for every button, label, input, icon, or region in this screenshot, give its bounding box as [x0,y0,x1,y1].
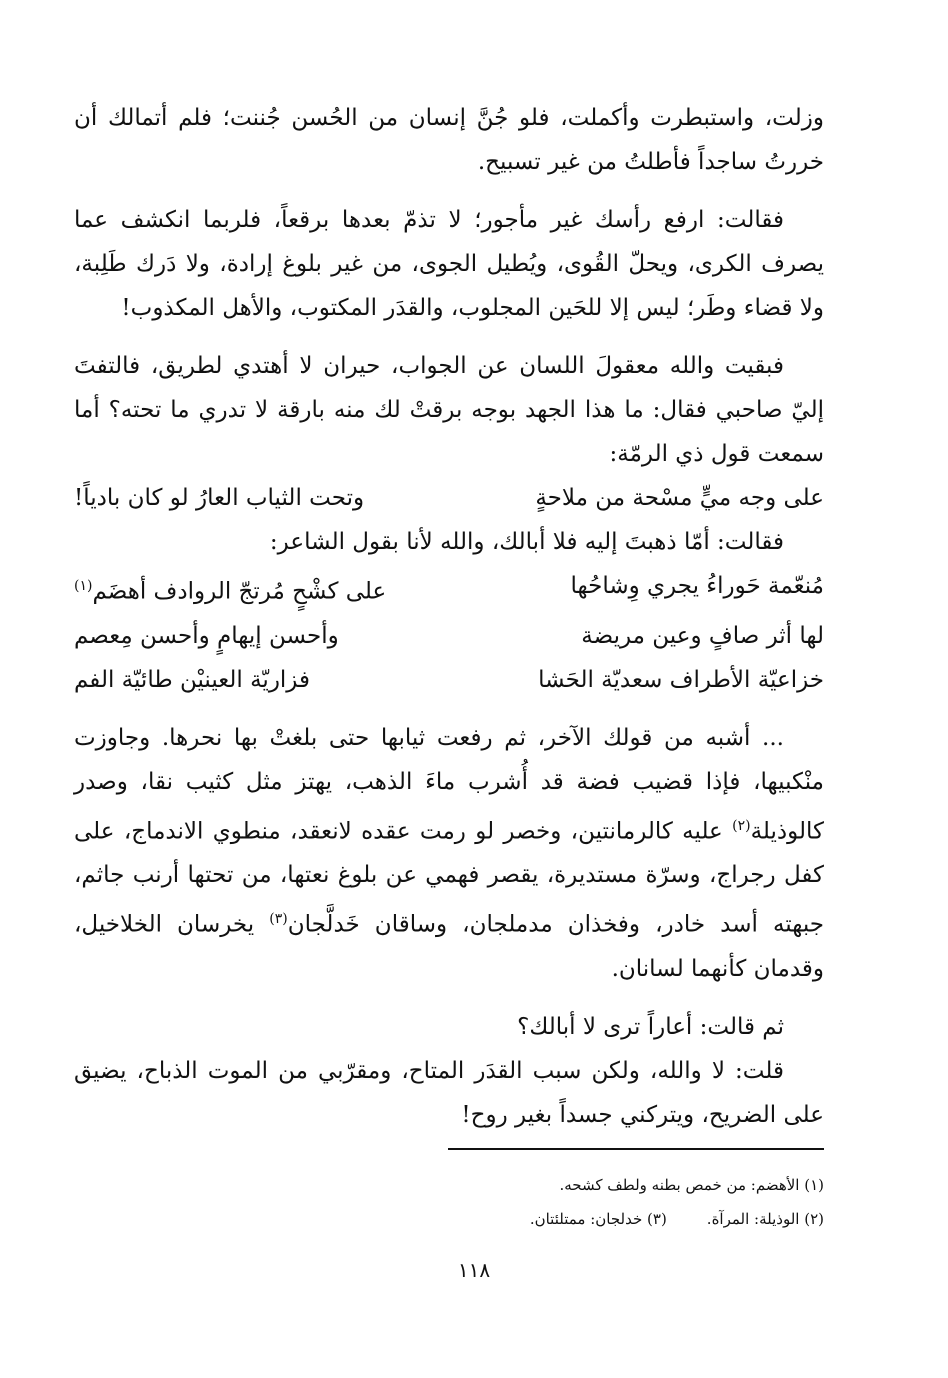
poem-line-2-first: لها أثر صافٍ وعين مريضة [581,622,824,649]
poem-line-3-first: خزاعيّة الأطراف سعديّة الحَشا [538,666,824,693]
poem-line-2-second: وأحسن إيهامٍ وأحسن مِعصم [74,622,339,649]
paragraph-5-part-b: عليه كالرمانتين، وخصر لو رمت عقده لانعقد، منطوي الاندماج، على كفل رجراج، وسرّة مستديرة، يقصر فهمي عن بلوغ نعتها، من تحتها أرنب جاثم، جبهته أسد خادر، وفخذان مدملجان، وساقان خَدلَّجان [74,818,824,938]
poem-block [74,564,824,702]
footnote-3: (٣) خدلجان: ممتلئتان. [529,1210,667,1228]
paragraph-5 [74,716,824,991]
paragraph-4: فقالت: أمّا ذهبتَ إليه فلا أبالك، والله لأنا بقول الشاعر: [269,529,784,555]
paragraph-7: قلت: لا والله، ولكن سبب القدَر المتاح، ومقرّبي من الموت الذباح، يضيق على الضريح، ويتركني جسداً بغير روح! [74,1057,824,1128]
poem-line-1-second [74,564,434,614]
footnote-divider [448,1148,824,1150]
footnote-2: (٢) الوذيلة: المرآة. [706,1210,824,1228]
footnote-ref-1: (١) [74,578,93,594]
footnote-1: (١) الأهضم: من خمص بطنه ولطف كشحه. [559,1176,824,1194]
verse-first-hemistich: على وجه ميٍّ مسْحة من ملاحةٍ [535,485,824,511]
paragraph-3: فبقيت والله معقولَ اللسان عن الجواب، حيران لا أهتدي لطريق، فالتفتَ إليّ صاحبي فقال: ما هذا الجهد بوجه برقتْ لك منه بارقة لا تدري ما تحته؟ أما سمعت قول ذي الرمّة: [74,353,824,467]
poem-line-1 [74,564,824,614]
footnote-row-2 [74,1202,824,1236]
poem-line-3-second: فزاريّة العينيْن طائيّة الفم [74,666,310,693]
paragraph-6: ثم قالت: أعاراً ترى لا أبالك؟ [517,1013,784,1040]
page-number: ١١٨ [457,1258,491,1282]
footnotes [74,1168,824,1236]
paragraph-5-part-a: ... أشبه من قولك الآخر، ثم رفعت ثيابها حتى بلغتْ بها نحرها. وجاوزت منْكبيها، فإذا قضيب فضة قد أُشرب ماءَ الذهب، يهتز مثل كثيب نقا، وصدر كالوذيلة [74,724,824,845]
footnote-ref-3: (٣) [269,911,288,928]
paragraph-2: فقالت: ارفع رأسك غير مأجور؛ لا تذمّ بعدها برقعاً، فلربما انكشف عما يصرف الكرى، ويحلّ القُوى، ويُطيل الجوى، من غير بلوغ إرادة، ولا دَرك طَلِبة، ولا قضاء وطَر؛ ليس إلا للحَين المجلوب، والقدَر المكتوب، والأهل المكذوب! [74,207,824,321]
poem-line-3 [74,658,824,702]
verse-dhi-al-rumma [74,476,824,520]
verse-second-hemistich: وتحت الثياب العارُ لو كان بادياً! [74,485,365,511]
poem-line-2 [74,614,824,658]
poem-line-1-second-text: على كشْحٍ مُرتجّ الروادف أهضَم [92,578,387,605]
footnote-ref-2: (٢) [732,817,751,834]
paragraph-1: وزلت، واستبطرت وأكملت، فلو جُنَّ إنسان من الحُسن جُننت؛ فلم أتمالك أن خررتُ ساجداً فأطلتُ من غير تسبيح. [74,105,824,175]
paragraph-5-part-c: يخرسان الخلاخيل، وقدمان كأنهما لسانان. [74,911,824,982]
poem-line-1-first: مُنعّمة حَوراءُ يجري وِشاحُها [570,573,824,599]
